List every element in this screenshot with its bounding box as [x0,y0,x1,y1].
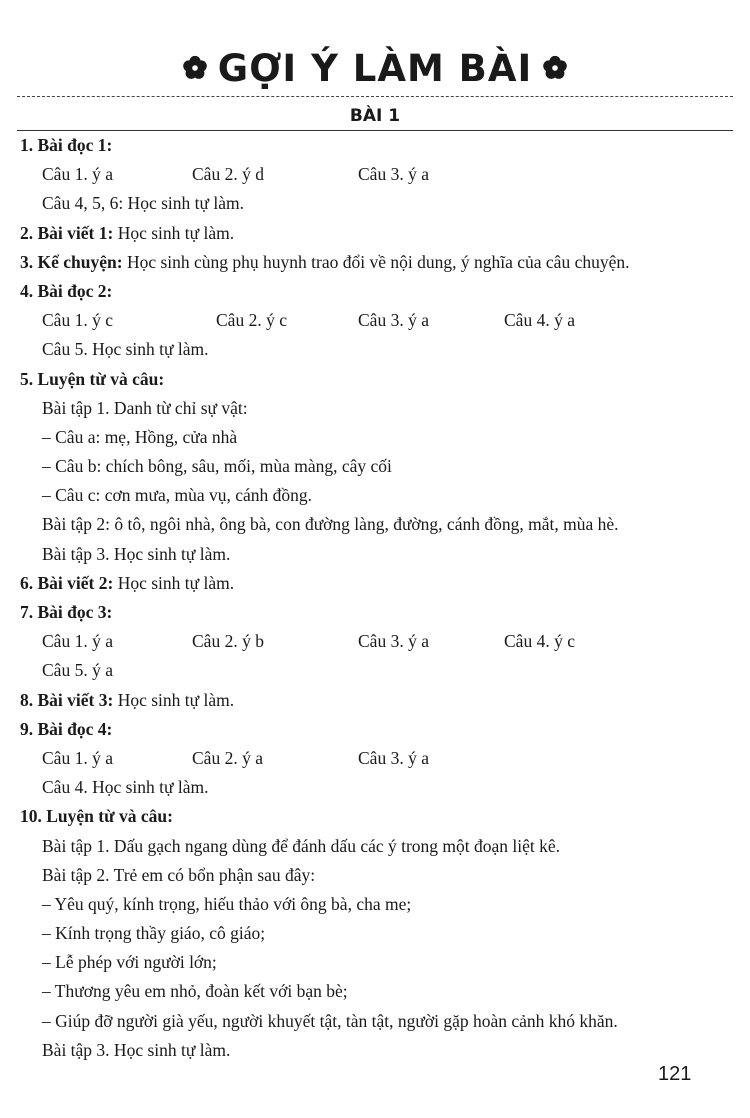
section-heading [20,802,730,831]
answer-item: Câu 4. ý c [504,631,575,652]
page-number: 121 [658,1063,692,1085]
section-heading [20,365,730,394]
page-title [0,44,750,94]
section-heading-label: 10. Luyện từ và câu: [20,806,173,827]
section-heading [20,686,730,715]
section-heading-text: Học sinh tự làm. [113,572,235,593]
text-line: Bài tập 1. Danh từ chỉ sự vật: [42,397,248,418]
answer-row [20,306,730,335]
answer-item: Câu 2. ý a [192,747,263,768]
answer-item: Câu 2. ý d [192,164,264,185]
section-heading [20,131,730,160]
answer-item: Câu 3. ý a [358,747,429,768]
flower-icon [182,55,208,81]
section-heading-text: Học sinh tự làm. [113,222,235,243]
section-heading [20,569,730,598]
answer-item: Câu 1. ý a [42,631,113,652]
answer-row [20,744,730,773]
text-line: – Thương yêu em nhỏ, đoàn kết với bạn bè; [42,981,348,1002]
answer-item: Câu 1. ý c [42,310,113,331]
section-heading [20,598,730,627]
text-line: Câu 4, 5, 6: Học sinh tự làm. [42,193,244,214]
section-title: BÀI 1 [349,106,401,126]
answer-item: Câu 3. ý a [358,631,429,652]
answer-item: Câu 1. ý a [42,747,113,768]
text-line: Câu 5. ý a [42,660,113,681]
section-heading-label: 4. Bài đọc 2: [20,280,113,301]
section-heading-label: 1. Bài đọc 1: [20,135,113,155]
text-line: Bài tập 3. Học sinh tự làm. [42,1039,231,1060]
text-line: Câu 5. Học sinh tự làm. [42,339,209,360]
section-heading [20,219,730,248]
section-heading-label: 5. Luyện từ và câu: [20,368,165,389]
answer-item: Câu 1. ý a [42,164,113,185]
section-heading [20,248,730,277]
text-line: Bài tập 2: ô tô, ngôi nhà, ông bà, con đường làng, đường, cánh đồng, mắt, mùa hè. [42,514,619,535]
flower-icon [542,55,568,81]
section-heading-label: 6. Bài viết 2: [20,572,114,593]
section-heading-label: 2. Bài viết 1: [20,222,114,243]
text-line: Bài tập 1. Dấu gạch ngang dùng để đánh dấu các ý trong một đoạn liệt kê. [42,835,561,856]
section-heading-text: Học sinh tự làm. [113,689,235,710]
text-line: Bài tập 2. Trẻ em có bổn phận sau đây: [42,864,316,885]
text-line: Bài tập 3. Học sinh tự làm. [42,543,231,564]
answer-item: Câu 4. ý a [504,310,575,331]
section-heading [20,277,730,306]
answer-item: Câu 3. ý a [358,310,429,331]
text-line: – Giúp đỡ người già yếu, người khuyết tật, tàn tật, người gặp hoàn cảnh khó khăn. [42,1010,618,1031]
page-title-text: GỢI Ý LÀM BÀI [217,47,533,90]
answer-row [20,160,730,189]
section-heading-text: Học sinh cùng phụ huynh trao đổi về nội dung, ý nghĩa của câu chuyện. [122,251,630,272]
answer-content [20,131,730,1065]
section-heading-label: 8. Bài viết 3: [20,689,114,710]
text-line: – Yêu quý, kính trọng, hiếu thảo với ông bà, cha me; [42,893,412,914]
text-line: – Kính trọng thầy giáo, cô giáo; [42,923,266,944]
text-line: – Câu c: cơn mưa, mùa vụ, cánh đồng. [42,485,312,506]
answer-item: Câu 2. ý c [216,310,287,331]
text-line: – Lễ phép với người lớn; [42,952,217,973]
answer-row [20,627,730,656]
header-divider-top [17,96,733,97]
answer-item: Câu 3. ý a [358,164,429,185]
text-line: – Câu a: mẹ, Hồng, cửa nhà [42,426,238,447]
answer-item: Câu 2. ý b [192,631,264,652]
section-heading-label: 9. Bài đọc 4: [20,718,113,739]
text-line: Câu 4. Học sinh tự làm. [42,777,209,798]
text-line: – Câu b: chích bông, sâu, mối, mùa màng, cây cối [42,456,392,477]
section-heading [20,715,730,744]
section-heading-label: 7. Bài đọc 3: [20,602,113,622]
section-heading-label: 3. Kể chuyện: [20,251,123,272]
